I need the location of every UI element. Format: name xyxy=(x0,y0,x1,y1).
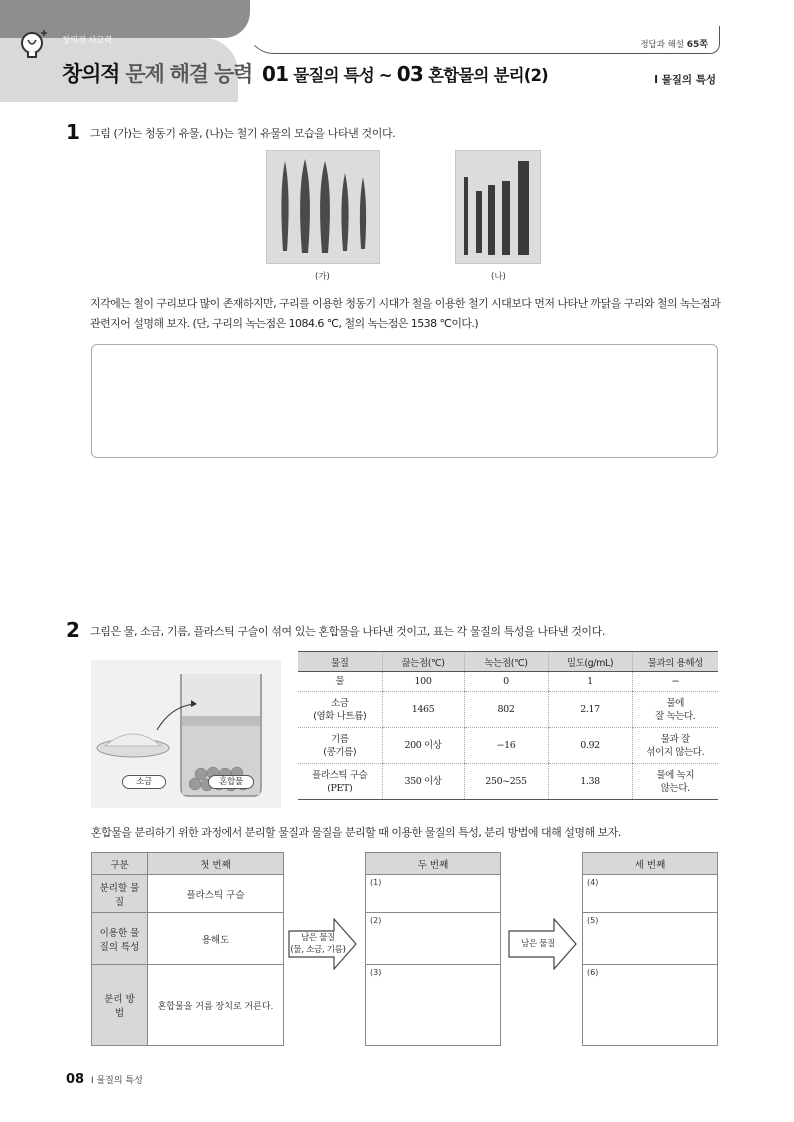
answer-blank-1[interactable]: (1) xyxy=(366,875,501,913)
separation-grid-first xyxy=(91,852,284,1046)
table-header: 물과의 용해성 xyxy=(632,652,718,672)
iron-artifacts-photo xyxy=(455,150,541,264)
answer-blank-5[interactable]: (5) xyxy=(583,913,718,965)
lightbulb-icon xyxy=(16,26,52,62)
caption-a: (가) xyxy=(315,272,330,282)
label-mixture: 혼합물 xyxy=(208,775,254,789)
answer-blank-6[interactable]: (6) xyxy=(583,965,718,1046)
page-title-bold: 창의적 xyxy=(62,62,120,86)
question-1-body: 지각에는 철이 구리보다 많이 존재하지만, 구리를 이용한 청동기 시대가 철을 이용한 철기 시대보다 먼저 나타난 까닭을 구리와 철의 녹는점과 관련지어 설명해 보자. (단, 구리의 녹는점은 1084.6 ℃, 철의 녹는점은 1538 ℃이다.) xyxy=(90,297,721,330)
table-header: 녹는점(℃) xyxy=(464,652,548,672)
grid-header: 두 번째 xyxy=(366,853,501,875)
answer-reference: 정답과 해설 65쪽 xyxy=(640,40,708,50)
table-header: 끓는점(℃) xyxy=(382,652,464,672)
question-2-prompt: 그림은 물, 소금, 기름, 플라스틱 구슬이 섞여 있는 혼합물을 나타낸 것이고, 표는 각 물질의 특성을 나타낸 것이다. xyxy=(90,625,605,638)
bronze-artifacts-photo xyxy=(266,150,380,264)
page-title xyxy=(62,58,252,88)
first-target: 플라스틱 구슬 xyxy=(148,875,284,913)
row-label: 이용한 물질의 특성 xyxy=(92,913,148,965)
chapter-num-end: 03 xyxy=(396,62,423,86)
grid-header: 세 번째 xyxy=(583,853,718,875)
caption-b: (나) xyxy=(491,272,506,282)
label-salt: 소금 xyxy=(122,775,166,789)
table-header: 밀도(g/mL) xyxy=(548,652,632,672)
table-row: 기름 (콩기름) 200 이상 −16 0.92 물과 잘 섞이지 않는다. xyxy=(298,728,718,764)
row-label: 분리할 물질 xyxy=(92,875,148,913)
series-label: 창의적 사고력 xyxy=(62,36,112,46)
separation-grid-second xyxy=(365,852,501,1046)
question-2-number: 2 xyxy=(66,618,80,642)
unit-label: Ⅰ 물질의 특성 xyxy=(654,74,716,86)
page-title-rest: 문제 해결 능력 xyxy=(125,62,253,86)
question-1-number: 1 xyxy=(66,120,80,144)
table-row: 물 100 0 1 − xyxy=(298,672,718,692)
page-number: 08 xyxy=(66,1072,85,1087)
footer-unit: Ⅰ 물질의 특성 xyxy=(90,1076,143,1086)
first-property: 용해도 xyxy=(148,913,284,965)
footer xyxy=(66,1072,143,1087)
row-label: 분리 방법 xyxy=(92,965,148,1046)
arrow-2-label: 남은 물질 xyxy=(520,939,556,949)
answer-blank-4[interactable]: (4) xyxy=(583,875,718,913)
question-2-body: 혼합물을 분리하기 위한 과정에서 분리할 물질과 물질을 분리할 때 이용한 물질의 특성, 분리 방법에 대해 설명해 보자. xyxy=(91,826,621,839)
separation-grid-third xyxy=(582,852,718,1046)
table-header: 물질 xyxy=(298,652,382,672)
chapter-start: 물질의 특성 ~ xyxy=(293,66,392,85)
arrow-1-label: 남은 물질 (물, 소금, 기름) xyxy=(290,933,346,955)
first-method: 혼합물을 거름 장치로 거른다. xyxy=(148,965,284,1046)
question-1-prompt: 그림 (가)는 청동기 유물, (나)는 철기 유물의 모습을 나타낸 것이다. xyxy=(90,127,396,140)
chapter-end: 혼합물의 분리(2) xyxy=(427,66,548,85)
chapter-range xyxy=(262,62,548,86)
question-1-answer-box[interactable] xyxy=(91,344,718,458)
answer-blank-2[interactable]: (2) xyxy=(366,913,501,965)
table-row: 플라스틱 구슬 (PET) 350 이상 250~255 1.38 물에 녹지 않는다. xyxy=(298,764,718,800)
properties-table xyxy=(298,651,718,800)
grid-header: 구분 xyxy=(92,853,148,875)
grid-header: 첫 번째 xyxy=(148,853,284,875)
chapter-num-start: 01 xyxy=(262,62,289,86)
answer-blank-3[interactable]: (3) xyxy=(366,965,501,1046)
table-row: 소금 (염화 나트륨) 1465 802 2.17 물에 잘 녹는다. xyxy=(298,692,718,728)
